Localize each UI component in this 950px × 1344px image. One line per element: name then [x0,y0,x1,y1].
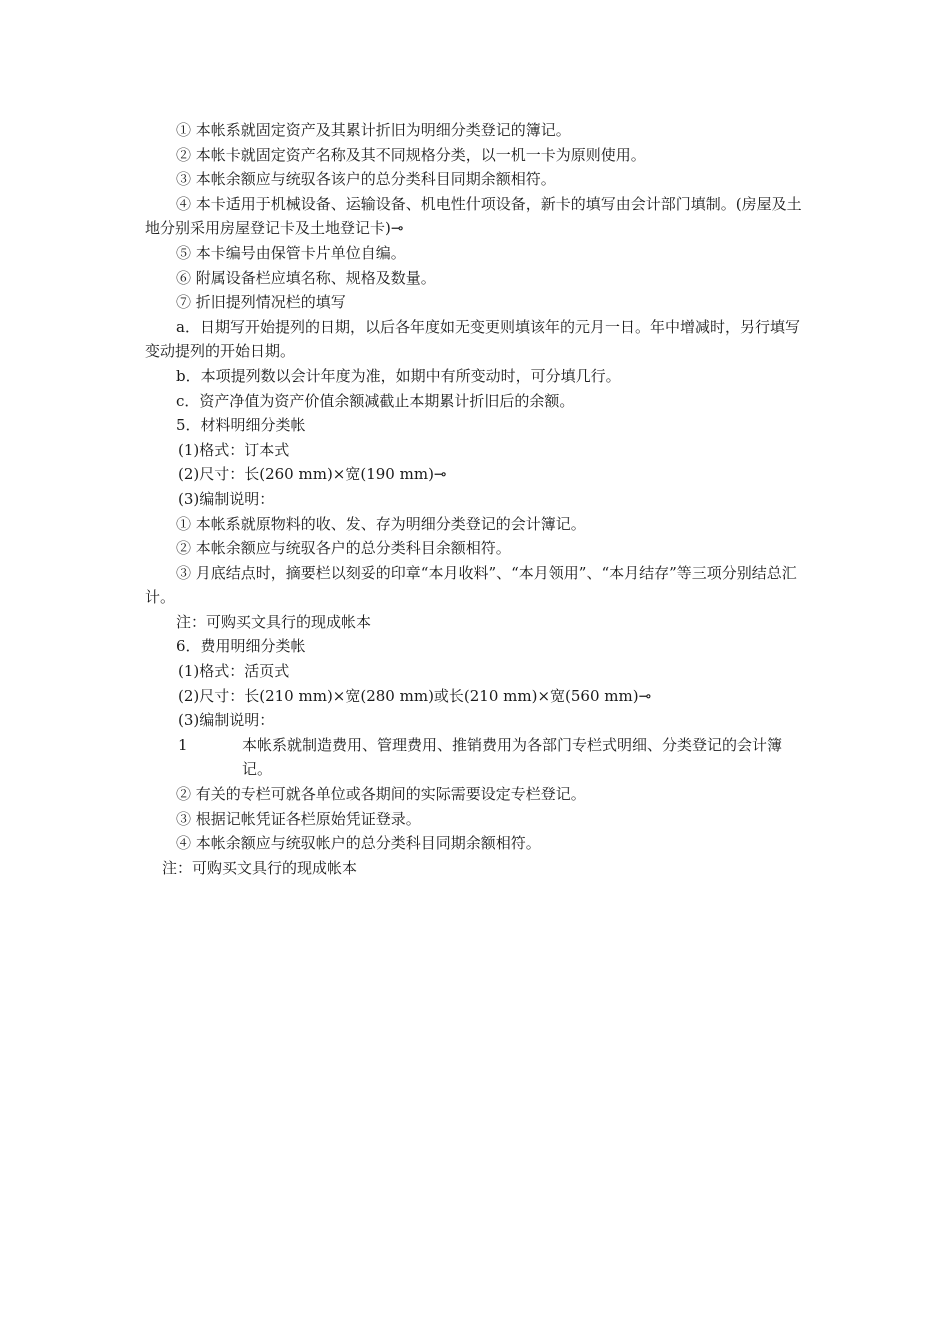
paragraph: ③ 本帐余额应与统驭各该户的总分类科目同期余额相符。 [176,170,556,189]
paragraph: a．日期写开始提列的日期，以后各年度如无变更则填该年的元月一日。年中增减时，另行填写变动提列的开始日期。 [145,317,800,361]
paragraph: ④ 本卡适用于机械设备、运输设备、机电性什项设备，新卡的填写由会计部门填制。(房屋及土地分别采用房屋登记卡及土地登记卡)⊸ [145,194,802,238]
note: 注：可购买文具行的现成帐本 [176,612,372,631]
paragraph: (3)编制说明： [178,489,275,508]
note: 注：可购买文具行的现成帐本 [162,858,358,877]
paragraph: ⑥ 附属设备栏应填名称、规格及数量。 [176,268,436,287]
paragraph: ③ 月底结点时，摘要栏以刻妥的印章“本月收料”、“本月领用”、“本月结存”等三项分别结总汇计。 [145,563,797,607]
paragraph: (1)格式：活页式 [178,662,290,681]
list-number: 1 [178,735,188,754]
paragraph: ⑦ 折旧提列情况栏的填写 [176,293,346,312]
list-text: 本帐系就制造费用、管理费用、推销费用为各部门专栏式明细、分类登记的会计簿记。 [242,735,783,779]
paragraph: (2)尺寸：长(210 mm)×宽(280 mm)或长(210 mm)×宽(560 mm)⊸ [178,686,652,705]
paragraph: ④ 本帐余额应与统驭帐户的总分类科目同期余额相符。 [176,834,541,853]
list-item [145,733,810,782]
paragraph: ② 本帐卡就固定资产名称及其不同规格分类，以一机一卡为原则使用。 [176,145,646,164]
paragraph: ① 本帐系就固定资产及其累计折旧为明细分类登记的簿记。 [176,121,571,139]
paragraph: (1)格式：订本式 [178,440,290,459]
paragraph: ⑤ 本卡编号由保管卡片单位自编。 [176,243,406,262]
section-heading: 6．费用明细分类帐 [176,637,306,656]
paragraph: ③ 根据记帐凭证各栏原始凭证登录。 [176,809,421,828]
section-heading: 5．材料明细分类帐 [176,416,306,435]
paragraph: c．资产净值为资产价值余额减截止本期累计折旧后的余额。 [176,391,575,410]
paragraph: (3)编制说明： [178,711,275,730]
paragraph: ② 有关的专栏可就各单位或各期间的实际需要设定专栏登记。 [176,785,586,804]
paragraph: ① 本帐系就原物料的收、发、存为明细分类登记的会计簿记。 [176,514,586,533]
paragraph: b．本项提列数以会计年度为准，如期中有所变动时，可分填几行。 [176,366,621,385]
paragraph: ② 本帐余额应与统驭各户的总分类科目余额相符。 [176,539,511,558]
document-body [145,118,810,880]
paragraph: (2)尺寸：长(260 mm)×宽(190 mm)⊸ [178,465,447,484]
